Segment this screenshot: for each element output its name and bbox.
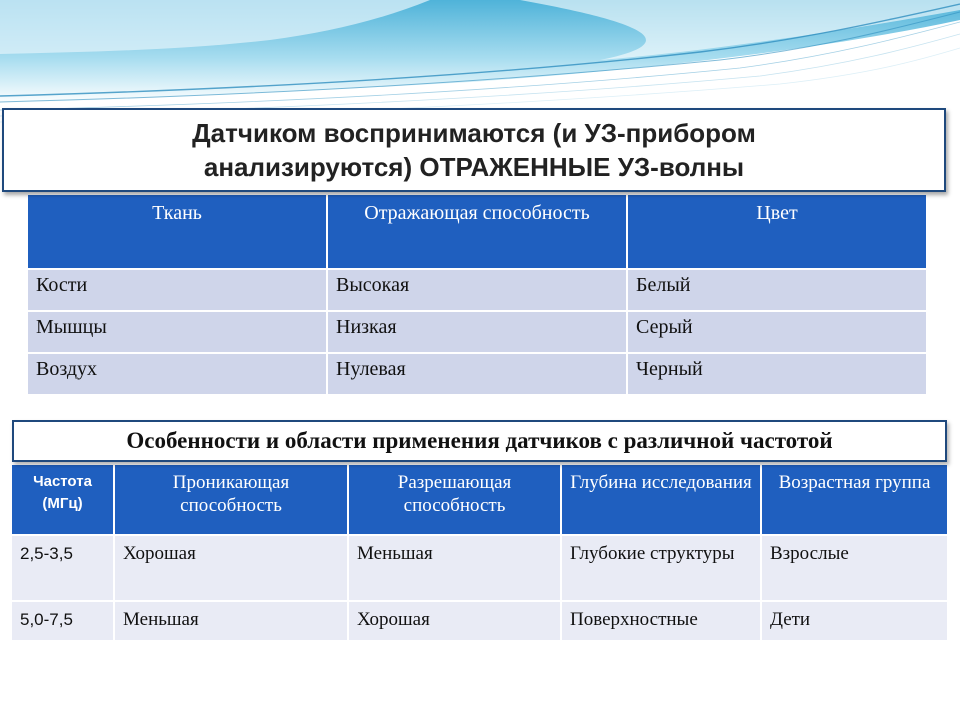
- table-cell: Глубокие структуры: [561, 535, 761, 601]
- subtitle-frame: [12, 420, 947, 462]
- table-cell: Меньшая: [114, 601, 348, 641]
- table-cell: Черный: [627, 353, 927, 395]
- table-row: [11, 601, 948, 641]
- col-header-depth: Глубина исследования: [561, 464, 761, 535]
- table-row: [11, 535, 948, 601]
- table-cell: Хорошая: [348, 601, 561, 641]
- table-cell: Низкая: [327, 311, 627, 353]
- table-cell: Нулевая: [327, 353, 627, 395]
- table-cell: Дети: [761, 601, 948, 641]
- col-header-age-group: Возрастная группа: [761, 464, 948, 535]
- table-header-row: [11, 464, 948, 535]
- title-frame: [2, 108, 946, 192]
- slide-title: Датчиком воспринимаются (и УЗ-прибором анализируются) ОТРАЖЕННЫЕ УЗ-волны: [192, 118, 756, 182]
- table-cell: Поверхностные: [561, 601, 761, 641]
- table-cell: 2,5-3,5: [11, 535, 114, 601]
- col-header-frequency: Частота (МГц): [11, 464, 114, 535]
- table-cell: Воздух: [27, 353, 327, 395]
- table-row: [27, 311, 927, 353]
- table-cell: Серый: [627, 311, 927, 353]
- table-cell: Кости: [27, 269, 327, 311]
- transducer-frequency-table: [10, 463, 949, 642]
- col-header-tissue: Ткань: [27, 194, 327, 269]
- col-header-penetration: Проникающая способность: [114, 464, 348, 535]
- table-row: [27, 353, 927, 395]
- table-cell: 5,0-7,5: [11, 601, 114, 641]
- section-subtitle: Особенности и области применения датчиков с различной частотой: [126, 428, 833, 453]
- col-header-resolution: Разрешающая способность: [348, 464, 561, 535]
- table-cell: Меньшая: [348, 535, 561, 601]
- tissue-reflection-table: [26, 193, 928, 396]
- table-cell: Взрослые: [761, 535, 948, 601]
- table-cell: Белый: [627, 269, 927, 311]
- table-cell: Хорошая: [114, 535, 348, 601]
- table-cell: Мышцы: [27, 311, 327, 353]
- table-header-row: [27, 194, 927, 269]
- col-header-color: Цвет: [627, 194, 927, 269]
- col-header-reflectivity: Отражающая способность: [327, 194, 627, 269]
- table-cell: Высокая: [327, 269, 627, 311]
- table-row: [27, 269, 927, 311]
